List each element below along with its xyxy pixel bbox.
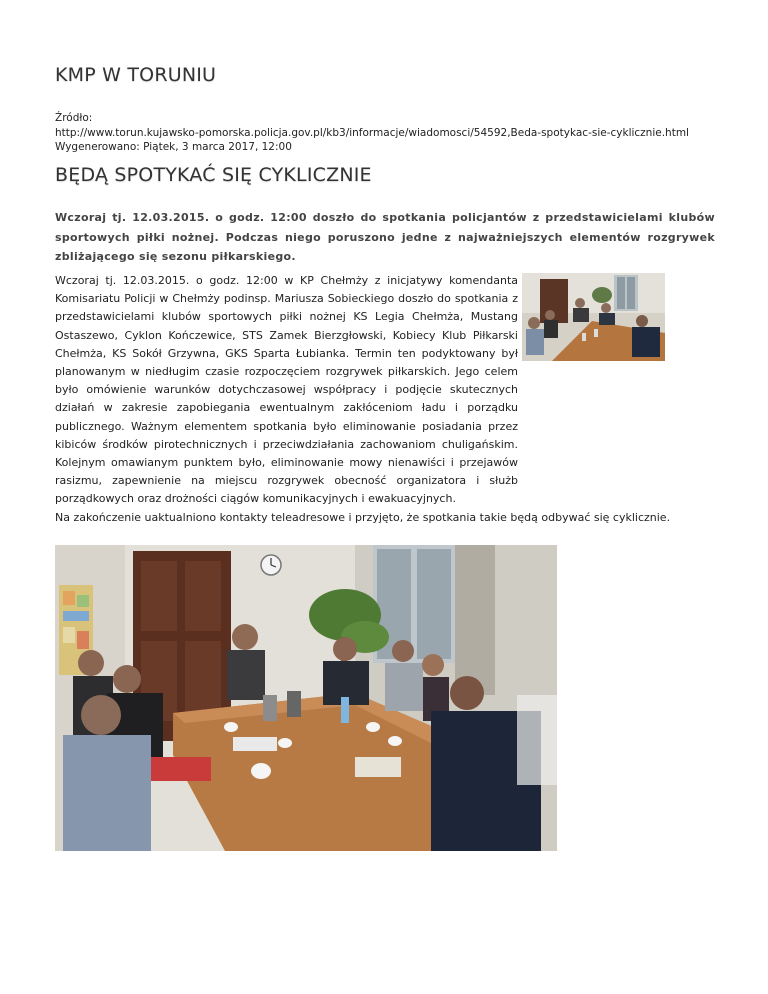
meeting-photo	[55, 545, 557, 851]
source-url: http://www.torun.kujawsko-pomorska.policja.gov.pl/kb3/informacje/wiadomosci/54592,Beda-spotykac-sie-cyklicznie.html	[55, 126, 689, 139]
source-label: Źródło:	[55, 112, 93, 124]
document-meta	[55, 111, 689, 155]
article-lead: Wczoraj tj. 12.03.2015. o godz. 12:00 doszło do spotkania policjantów z przedstawicielami klubów sportowych piłki nożnej. Podczas niego poruszono jedne z najważniejszych elementów rozgrywek zbliżającego się sezonu piłkarskiego.	[55, 211, 715, 263]
article-headline: BĘDĄ SPOTYKAĆ SIĘ CYKLICZNIE	[55, 164, 372, 186]
generated-date: Wygenerowano: Piątek, 3 marca 2017, 12:00	[55, 141, 292, 153]
article-body: Wczoraj tj. 12.03.2015. o godz. 12:00 w KP Chełmży z inicjatywy komendanta Komisariatu Policji w Chełmży podinsp. Mariusza Sobieckiego doszło do spotkania z przedstawicielami klubów sportowych piłki nożnej KS Legia Chełmża, Mustang Ostaszewo, Cyklon Kończewice, STS Zamek Bierzgłowski, Kobiecy Klub Piłkarski Chełmża, KS Sokół Grzywna, GKS Sparta Łubianka. Termin ten podyktowany był planowanym w niedługim czasie rozpoczęciem rozgrywek piłkarskich. Jego celem było omówienie warunków dotychczasowej współpracy i podjęcie skutecznych działań w zakresie zapobiegania ewentualnym zakłóceniom ładu i porządku publicznego. Ważnym elementem spotkania było eliminowanie posiadania przez kibiców środków pirotechnicznych i przeciwdziałania zachowaniom chuligańskim. Kolejnym omawianym punktem było, eliminowanie mowy nienawiści i przejawów rasizmu, zapewnienie na miejscu rozgrywek obecność organizatora i służb porządkowych oraz drożności ciągów komunikacyjnych i ewakuacyjnych.	[55, 274, 518, 506]
meeting-thumbnail-photo	[522, 273, 665, 361]
article-closing: Na zakończenie uaktualniono kontakty teleadresowe i przyjęto, że spotkania takie będą odbywać się cyklicznie.	[55, 511, 671, 524]
site-title: KMP W TORUNIU	[55, 64, 217, 86]
